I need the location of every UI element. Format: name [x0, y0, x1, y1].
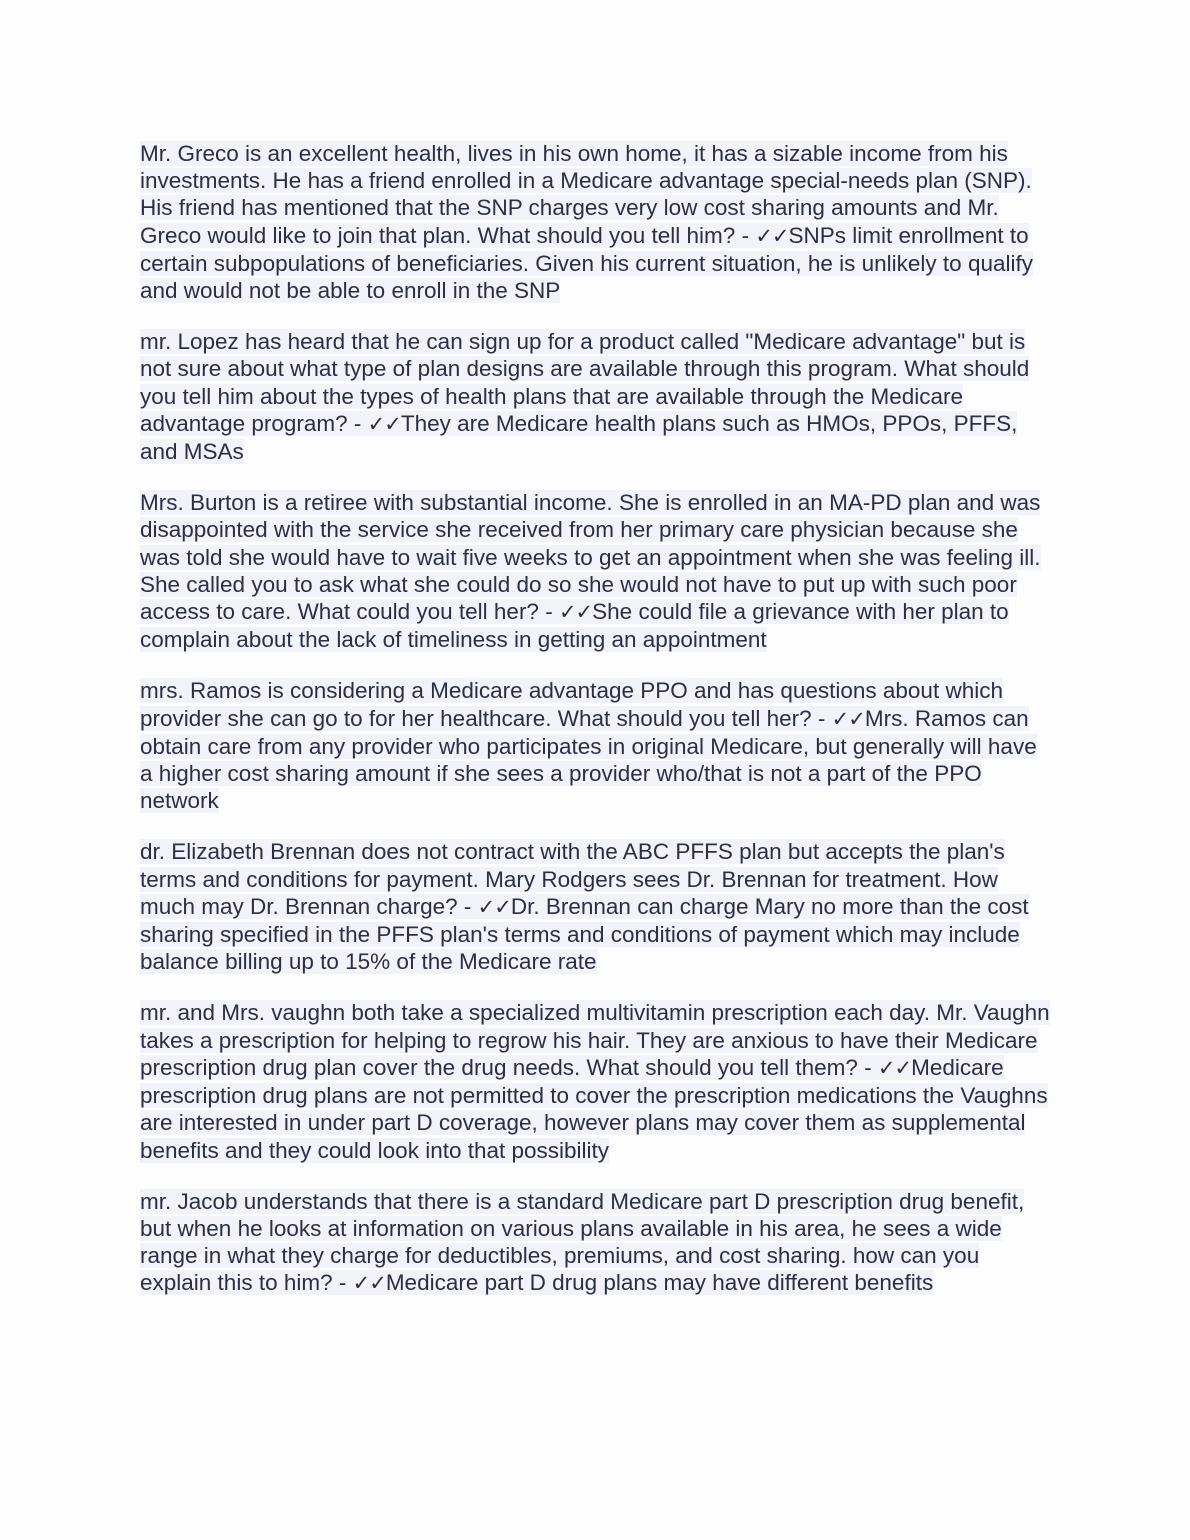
- question-text: mr. and Mrs. vaughn both take a specialized multivitamin prescription each day. Mr. Vaughn takes a prescription for helping to regrow his hair. They are anxious to have their Medicare prescription drug plan cover the drug needs. What should you tell them?: [140, 1000, 1050, 1080]
- answer-separator: -: [811, 705, 832, 731]
- answer-text: Dr. Brennan can charge Mary no more than the cost sharing specified in the PFFS plan's terms and conditions of payment which may include balance billing up to 15% of the Medicare rate: [140, 893, 1029, 975]
- question-text: dr. Elizabeth Brennan does not contract with the ABC PFFS plan but accepts the plan's terms and conditions for payment. Mary Rodgers sees Dr. Brennan for treatment. How much may Dr. Brennan charge?: [140, 839, 1005, 919]
- answer-text: She could file a grievance with her plan to complain about the lack of timeliness in getting an appointment: [140, 599, 1009, 653]
- qa-item: [140, 677, 1050, 814]
- question-text: Mr. Greco is an excellent health, lives in his own home, it has a sizable income from his investments. He has a friend enrolled in a Medicare advantage special-needs plan (SNP). His friend has mentioned that the SNP charges very low cost sharing amounts and Mr. Greco would like to join that plan. What should you tell him?: [140, 141, 1032, 248]
- answer-text: Medicare part D drug plans may have different benefits: [385, 1270, 934, 1296]
- answer-separator: -: [332, 1270, 353, 1296]
- answer-text: They are Medicare health plans such as HMOs, PPOs, PFFS, and MSAs: [140, 410, 1018, 465]
- double-check-icon: ✓✓: [558, 600, 593, 625]
- answer-text: Mrs. Ramos can obtain care from any provider who participates in original Medicare, but generally will have a higher cost sharing amount if she sees a provider who/that is not a part of the PPO network: [140, 705, 1037, 814]
- answer-separator: -: [735, 222, 756, 248]
- double-check-icon: ✓✓: [477, 894, 511, 919]
- answer-text: SNPs limit enrollment to certain subpopulations of beneficiaries. Given his current situation, he is unlikely to qualify and would not be able to enroll in the SNP: [140, 222, 1033, 304]
- double-check-icon: ✓✓: [755, 223, 789, 248]
- question-text: Mrs. Burton is a retiree with substantial income. She is enrolled in an MA-PD plan and was disappointed with the service she received from her primary care physician because she was told she would have to wait five weeks to get an appointment when she was feeling ill. She called you to ask what she could do so she would not have to put up with such poor access to care. What could you tell her?: [140, 490, 1041, 625]
- answer-separator: -: [538, 599, 559, 625]
- answer-separator: -: [857, 1054, 878, 1080]
- answer-text: Medicare prescription drug plans are not permitted to cover the prescription medications the Vaughns are interested in under part D coverage, however plans may cover them as supplemental benefits and they could look into that possibility: [140, 1054, 1048, 1163]
- answer-separator: -: [457, 893, 478, 919]
- qa-item: [140, 489, 1050, 653]
- question-text: mrs. Ramos is considering a Medicare advantage PPO and has questions about which provider she can go to for her healthcare. What should you tell her?: [140, 678, 1003, 731]
- qa-item: [140, 1188, 1050, 1298]
- document-body: [140, 140, 1050, 1322]
- qa-item: [140, 838, 1050, 975]
- qa-item: [140, 140, 1050, 304]
- question-text: mr. Jacob understands that there is a standard Medicare part D prescription drug benefit, but when he looks at information on various plans available in his area, he sees a wide range in what they charge for deductibles, premiums, and cost sharing. how can you explain this to him?: [140, 1188, 1025, 1296]
- double-check-icon: ✓✓: [352, 1271, 386, 1296]
- double-check-icon: ✓✓: [367, 411, 401, 436]
- qa-item: [140, 328, 1050, 465]
- double-check-icon: ✓✓: [877, 1055, 912, 1080]
- double-check-icon: ✓✓: [831, 706, 865, 731]
- question-text: mr. Lopez has heard that he can sign up for a product called "Medicare advantage" but is not sure about what type of plan designs are available through this program. What should you tell him about the types of health plans that are available through the Medicare advantage program?: [140, 329, 1030, 436]
- qa-item: [140, 999, 1050, 1163]
- answer-separator: -: [347, 410, 368, 436]
